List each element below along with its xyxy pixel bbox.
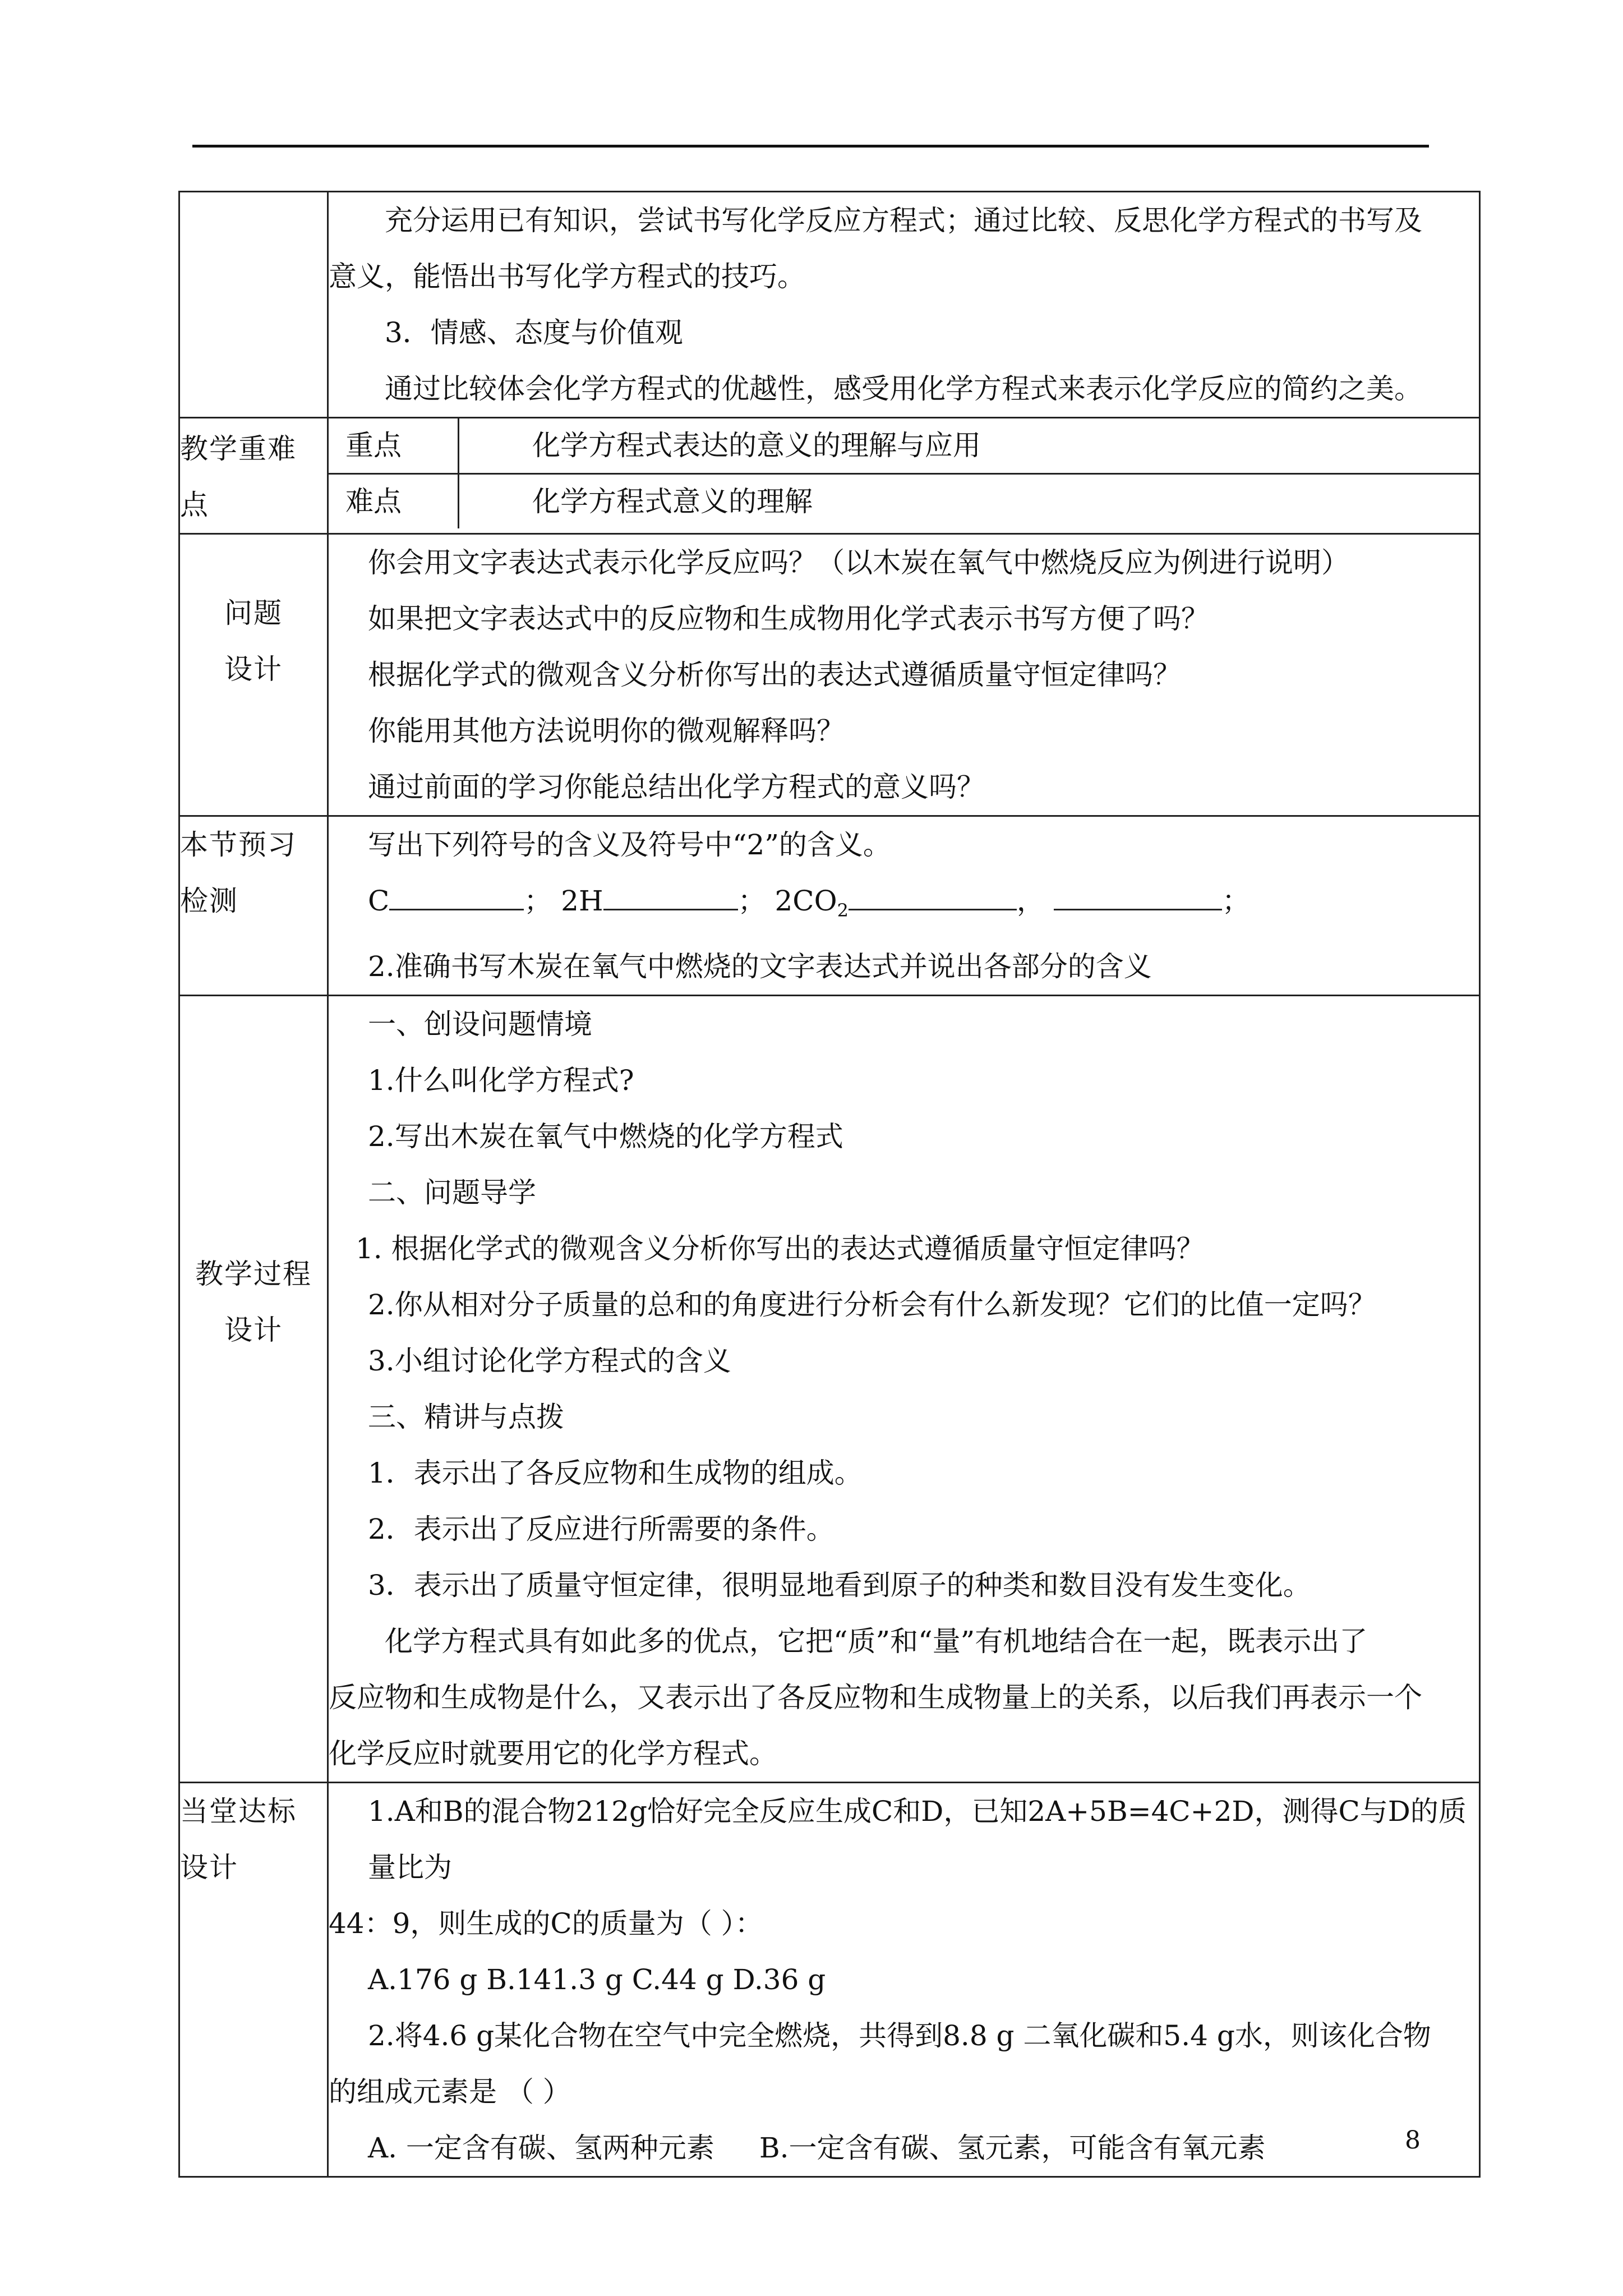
separator-4: ； [1221,885,1250,917]
questions-content [328,534,1480,816]
symbol-2co2 [774,885,849,921]
intro-label-cell [179,192,328,418]
preview-label-line-2: 检测 [180,885,238,917]
process-line-9: 1．表示出了各反应物和生成物的组成。 [368,1457,863,1489]
answer-blank-extra[interactable] [1054,881,1222,910]
preview-line-1: 写出下列符号的含义及符号中“2”的含义。 [368,829,891,861]
questions-row [179,534,1480,816]
lesson-plan-table [178,191,1481,2178]
process-line-2: 1.什么叫化学方程式? [368,1064,634,1097]
focus-label-line-1: 教学重难 [180,432,297,465]
question-line-3: 根据化学式的微观含义分析你写出的表达式遵循质量守恒定律吗？ [368,659,1181,691]
answer-blank-c[interactable] [389,881,524,910]
header-rule [192,145,1429,148]
intro-line-3: 3．情感、态度与价值观 [385,316,683,349]
process-line-4: 二、问题导学 [368,1176,536,1209]
process-label-line-2: 设计 [224,1314,283,1346]
process-line-11: 3．表示出了质量守恒定律，很明显地看到原子的种类和数目没有发生变化。 [368,1569,1311,1602]
focus-subtable [329,418,1479,528]
focus-difficult-value: 化学方程式意义的理解 [459,473,1479,528]
focus-difficult-label: 难点 [329,473,459,528]
questions-label [179,534,328,816]
intro-line-1: 充分运用已有知识，尝试书写化学反应方程式；通过比较、反思化学方程式的书写及 [385,204,1422,237]
process-line-6: 2.你从相对分子质量的总和的角度进行分析会有什么新发现？它们的比值一定吗？ [368,1289,1376,1321]
process-line-1: 一、创设问题情境 [368,1008,592,1041]
focus-row [179,418,1480,534]
process-content [328,996,1480,1783]
focus-key-label: 重点 [329,418,459,473]
exercise-q1-line-1: 1.A和B的混合物212g恰好完全反应生成C和D，已知2A+5B=4C+2D，测得C与D的质量比为 [368,1795,1467,1884]
exercise-content [328,1783,1480,2177]
process-label [179,996,328,1783]
process-summary-1: 化学方程式具有如此多的优点，它把“质”和“量”有机地结合在一起，既表示出了 [385,1625,1368,1658]
exercise-q2-option-a: A. 一定含有碳、氢两种元素 [368,2132,714,2164]
process-line-7: 3.小组讨论化学方程式的含义 [368,1345,731,1377]
symbol-c: C [368,885,390,917]
question-line-1: 你会用文字表达式表示化学反应吗？（以木炭在氧气中燃烧反应为例进行说明） [368,546,1349,579]
exercise-row [179,1783,1480,2177]
exercise-label-line-1: 当堂达标 [180,1795,297,1828]
symbol-2co2-prefix: 2CO [774,885,837,917]
questions-label-line-1: 问题 [224,597,283,629]
questions-label-line-2: 设计 [224,653,283,685]
question-line-2: 如果把文字表达式中的反应物和生成物用化学式表示书写方便了吗？ [368,602,1209,635]
focus-label [179,418,328,534]
preview-blanks-line [329,873,1479,938]
process-line-10: 2．表示出了反应进行所需要的条件。 [368,1513,834,1545]
preview-content [328,816,1480,996]
focus-key-row [329,418,1479,473]
intro-line-2: 意义，能悟出书写化学方程式的技巧。 [329,260,805,293]
exercise-label [179,1783,328,2177]
process-line-3: 2.写出木炭在氧气中燃烧的化学方程式 [368,1120,843,1153]
intro-line-4: 通过比较体会化学方程式的优越性，感受用化学方程式来表示化学反应的简约之美。 [385,372,1422,405]
question-line-5: 通过前面的学习你能总结出化学方程式的意义吗？ [368,771,985,803]
process-row [179,996,1480,1783]
process-summary-2: 反应物和生成物是什么，又表示出了各反应物和生成物量上的关系，以后我们再表示一个 [329,1681,1422,1714]
exercise-q1-options: A.176 g B.141.3 g C.44 g D.36 g [368,1963,826,1996]
separator-1: ； [524,885,552,917]
process-summary-3: 化学反应时就要用它的化学方程式。 [329,1737,777,1770]
page-number: 8 [1405,2126,1421,2155]
preview-label [179,816,328,996]
separator-2: ； [737,885,766,917]
process-label-line-1: 教学过程 [195,1258,312,1290]
symbol-2h: 2H [561,885,603,917]
exercise-q2-option-b: B.一定含有碳、氢元素，可能含有氧元素 [759,2132,1266,2164]
symbol-2co2-subscript: 2 [837,900,849,921]
focus-content [328,418,1480,534]
process-line-5: 1. 根据化学式的微观含义分析你写出的表达式遵循质量守恒定律吗？ [356,1232,1205,1265]
intro-row [179,192,1480,418]
intro-content [328,192,1480,418]
answer-blank-2co2[interactable] [849,881,1017,910]
exercise-label-line-2: 设计 [180,1851,238,1884]
preview-line-3: 2.准确书写木炭在氧气中燃烧的文字表达式并说出各部分的含义 [368,950,1152,983]
process-line-8: 三、精讲与点拨 [368,1401,564,1433]
question-line-4: 你能用其他方法说明你的微观解释吗？ [368,715,845,747]
exercise-q1-line-2: 44：9，则生成的C的质量为（ ）： [329,1907,763,1940]
focus-label-line-2: 点 [180,489,209,521]
focus-key-value: 化学方程式表达的意义的理解与应用 [532,429,981,462]
answer-blank-2h[interactable] [603,881,738,910]
focus-difficult-row [329,473,1479,528]
exercise-q2-line-1: 2.将4.6 g某化合物在空气中完全燃烧，共得到8.8 g 二氧化碳和5.4 g水，则该化合物 [368,2019,1431,2052]
exercise-q2-line-2: 的组成元素是 （ ） [329,2076,571,2108]
exercise-q2-options [329,2120,1479,2176]
preview-label-line-1: 本节预习 [180,829,297,861]
separator-3: ， [1016,885,1045,917]
preview-row [179,816,1480,996]
